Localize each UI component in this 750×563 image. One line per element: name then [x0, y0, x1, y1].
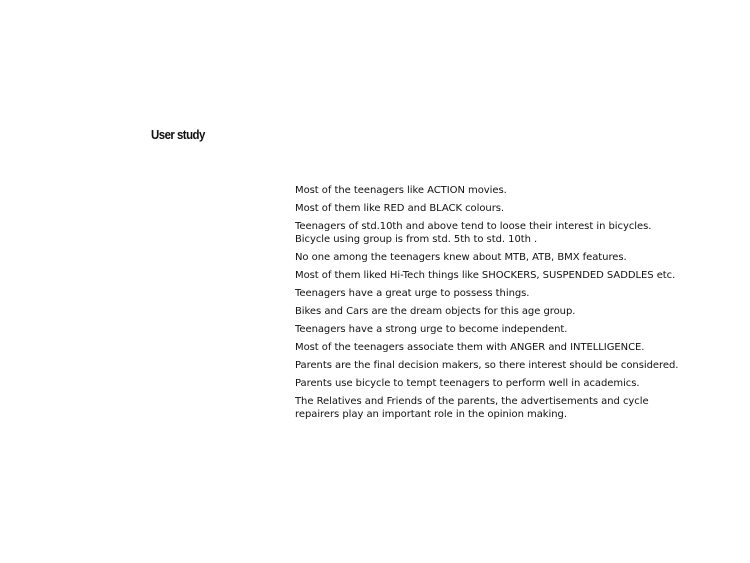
- finding-item: Most of them liked Hi-Tech things like SHOCKERS, SUSPENDED SADDLES etc.: [295, 270, 676, 281]
- finding-item: Parents are the final decision makers, so there interest should be considered.: [295, 360, 679, 371]
- finding-item: Most of the teenagers associate them with ANGER and INTELLIGENCE.: [295, 342, 645, 353]
- finding-item: Teenagers of std.10th and above tend to loose their interest in bicycles. Bicycle using group is from std. 5th to std. 10th .: [295, 221, 652, 245]
- finding-item: Most of the teenagers like ACTION movies.: [295, 185, 507, 196]
- findings-list: [295, 184, 685, 426]
- finding-item: Teenagers have a strong urge to become independent.: [295, 324, 568, 335]
- finding-item: Bikes and Cars are the dream objects for this age group.: [295, 306, 576, 317]
- finding-item: No one among the teenagers knew about MTB, ATB, BMX features.: [295, 252, 627, 263]
- finding-item: Most of them like RED and BLACK colours.: [295, 203, 505, 214]
- finding-item: Parents use bicycle to tempt teenagers to perform well in academics.: [295, 378, 640, 389]
- finding-item: Teenagers have a great urge to possess things.: [295, 288, 530, 299]
- finding-item: The Relatives and Friends of the parents, the advertisements and cycle repairers play an important role in the opinion making.: [295, 396, 649, 420]
- page-title: User study: [151, 127, 205, 142]
